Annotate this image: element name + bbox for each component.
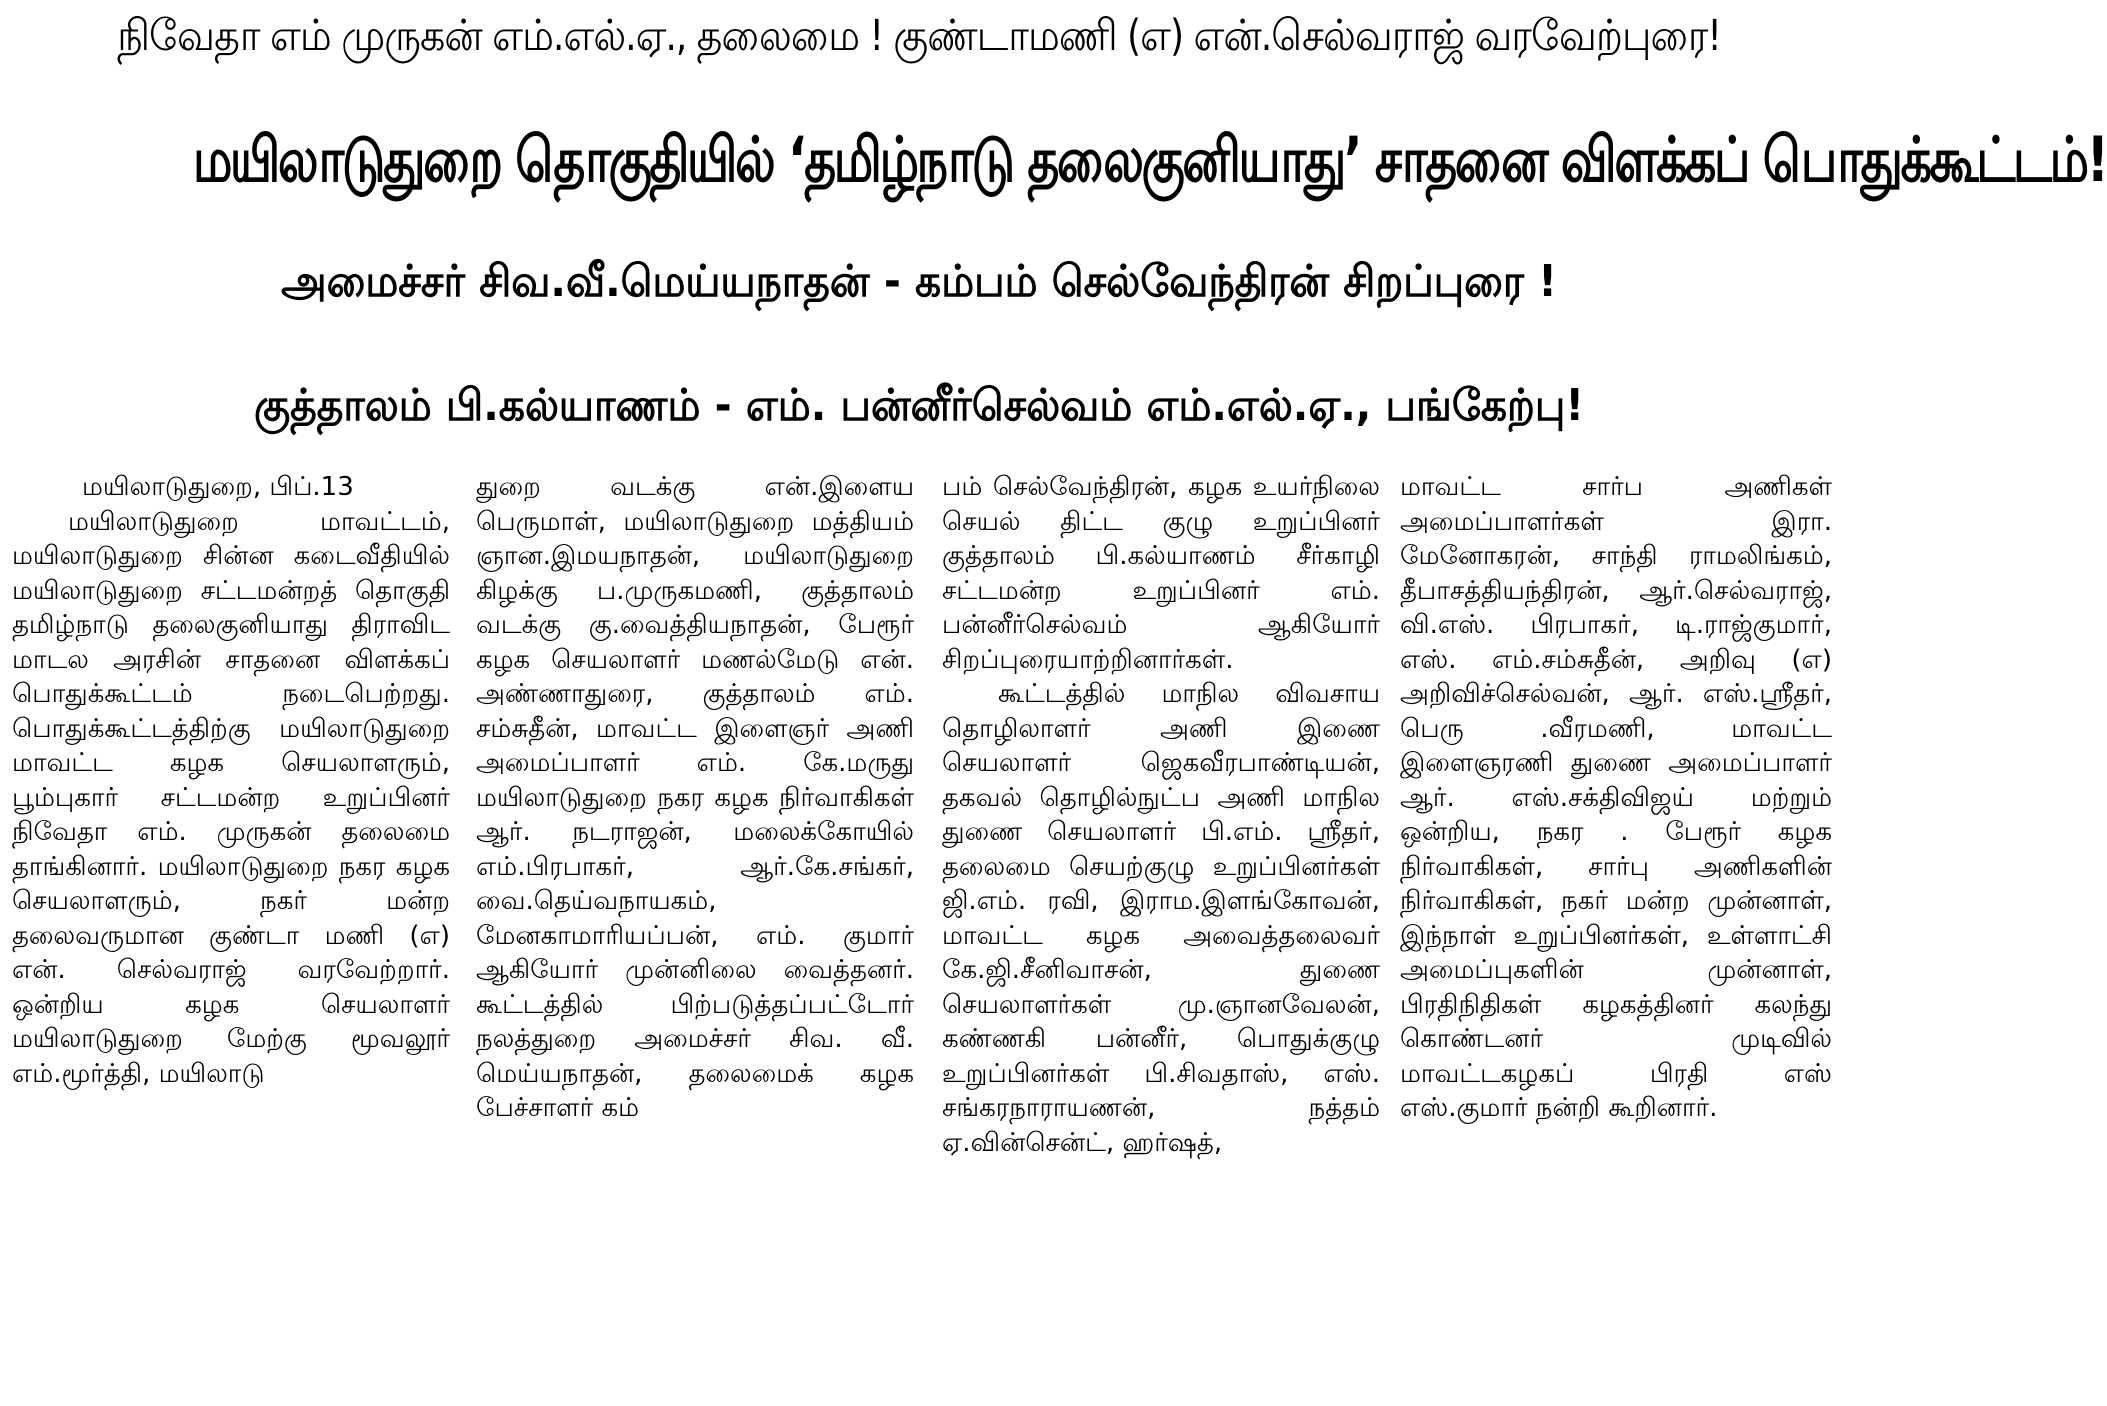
article-column-1 [12, 470, 450, 1404]
column-4-text: மாவட்ட சார்ப அணிகள் அமைப்பாளர்கள் இரா. மேனோகரன், சாந்தி ராமலிங்கம், தீபாசத்தியந்திரன், ஆர்.செல்வராஜ், வி.எஸ். பிரபாகர், டி.ராஜ்குமார், எஸ். எம்.சம்சுதீன், அறிவு (எ) அறிவிச்செல்வன், ஆர். எஸ்.ஸ்ரீதர், பெரு .வீரமணி, மாவட்ட இளைஞரணி துணை அமைப்பாளர் ஆர். எஸ்.சக்திவிஜய் மற்றும் ஒன்றிய, நகர . பேரூர் கழக நிர்வாகிகள், சார்பு அணிகளின் நிர்வாகிகள், நகர் மன்ற முன்னாள், இந்நாள் உறுப்பினர்கள், உள்ளாட்சி அமைப்புகளின் முன்னாள், பிரதிநிதிகள் கழகத்தினர் கலந்து கொண்டனர் முடிவில் மாவட்டகழகப் பிரதி எஸ் எஸ்.குமார் நன்றி கூறினார். [1400, 472, 1832, 1123]
dateline: மயிலாடுதுறை, பிப்.13 [82, 472, 354, 502]
subheadline-speakers: அமைச்சர் சிவ.வீ.மெய்யநாதன் - கம்பம் செல்வேந்திரன் சிறப்புரை ! [281, 256, 1557, 307]
main-headline: மயிலாடுதுறை தொகுதியில் ‘தமிழ்நாடு தலைகுனியாது’ சாதனை விளக்கப் பொதுக்கூட்டம்! [192, 123, 2107, 196]
article-column-4 [1400, 470, 1832, 1404]
article-column-2 [476, 470, 914, 1404]
column-1-text: மயிலாடுதுறை மாவட்டம், மயிலாடுதுறை சின்ன கடைவீதியில் மயிலாடுதுறை சட்டமன்றத் தொகுதி தமிழ்நாடு தலைகுனியாது திராவிட மாடல அரசின் சாதனை விளக்கப் பொதுக்கூட்டம் நடைபெற்றது. பொதுக்கூட்டத்திற்கு மயிலாடுதுறை மாவட்ட கழக செயலாளரும், பூம்புகார் சட்டமன்ற உறுப்பினர் நிவேதா எம். முருகன் தலைமை தாங்கினார். மயிலாடுதுறை நகர கழக செயலாளரும், நகர் மன்ற தலைவருமான குண்டா மணி (எ) என். செல்வராஜ் வரவேற்றார். ஒன்றிய கழக செயலாளர் மயிலாடுதுறை மேற்கு மூவலூர் எம்.மூர்த்தி, மயிலாடு [12, 506, 450, 1089]
kicker-headline: நிவேதா எம் முருகன் எம்.எல்.ஏ., தலைமை ! குண்டாமணி (எ) என்.செல்வராஜ் வரவேற்புரை! [117, 11, 1721, 61]
subheadline-participants: குத்தாலம் பி.கல்யாணம் - எம். பன்னீர்செல்வம் எம்.எல்.ஏ., பங்கேற்பு! [253, 380, 1585, 431]
column-3-text-b: கூட்டத்தில் மாநில விவசாய தொழிலாளர் அணி இணை செயலாளர் ஜெகவீரபாண்டியன், தகவல் தொழில்நுட்ப அணி மாநில துணை செயலாளர் பி.எம். ஸ்ரீதர், தலைமை செயற்குழு உறுப்பினர்கள் ஜி.எம். ரவி, இராம.இளங்கோவன், மாவட்ட கழக அவைத்தலைவர் கே.ஜி.சீனிவாசன், துணை செயலாளர்கள் மு.ஞானவேலன், கண்ணகி பன்னீர், பொதுக்குழு உறுப்பினர்கள் பி.சிவதாஸ், எஸ். சங்கரநாராயணன், நத்தம் ஏ.வின்சென்ட், ஹர்ஷத், [942, 679, 1380, 1158]
article-column-3 [942, 470, 1380, 1404]
column-3-text-a: பம் செல்வேந்திரன், கழக உயர்நிலை செயல் திட்ட குழு உறுப்பினர் குத்தாலம் பி.கல்யாணம் சீர்காழி சட்டமன்ற உறுப்பினர் எம். பன்னீர்செல்வம் ஆகியோர் சிறப்புரையாற்றினார்கள். [942, 472, 1380, 675]
column-2-text: துறை வடக்கு என்.இளைய பெருமாள், மயிலாடுதுறை மத்தியம் ஞான.இமயநாதன், மயிலாடுதுறை கிழக்கு ப.முருகமணி, குத்தாலம் வடக்கு கு.வைத்தியநாதன், பேரூர் கழக செயலாளர் மணல்மேடு என். அண்ணாதுரை, குத்தாலம் எம். சம்சுதீன், மாவட்ட இளைஞர் அணி அமைப்பாளர் எம். கே.மருது மயிலாடுதுறை நகர கழக நிர்வாகிகள் ஆர். நடராஜன், மலைக்கோயில் எம்.பிரபாகர், ஆர்.கே.சங்கர், வை.தெய்வநாயகம், மேனகாமாரியப்பன், எம். குமார் ஆகியோர் முன்னிலை வைத்தனர். கூட்டத்தில் பிற்படுத்தப்பட்டோர் நலத்துறை அமைச்சர் சிவ. வீ. மெய்யநாதன், தலைமைக் கழக பேச்சாளர் கம் [476, 472, 914, 1123]
